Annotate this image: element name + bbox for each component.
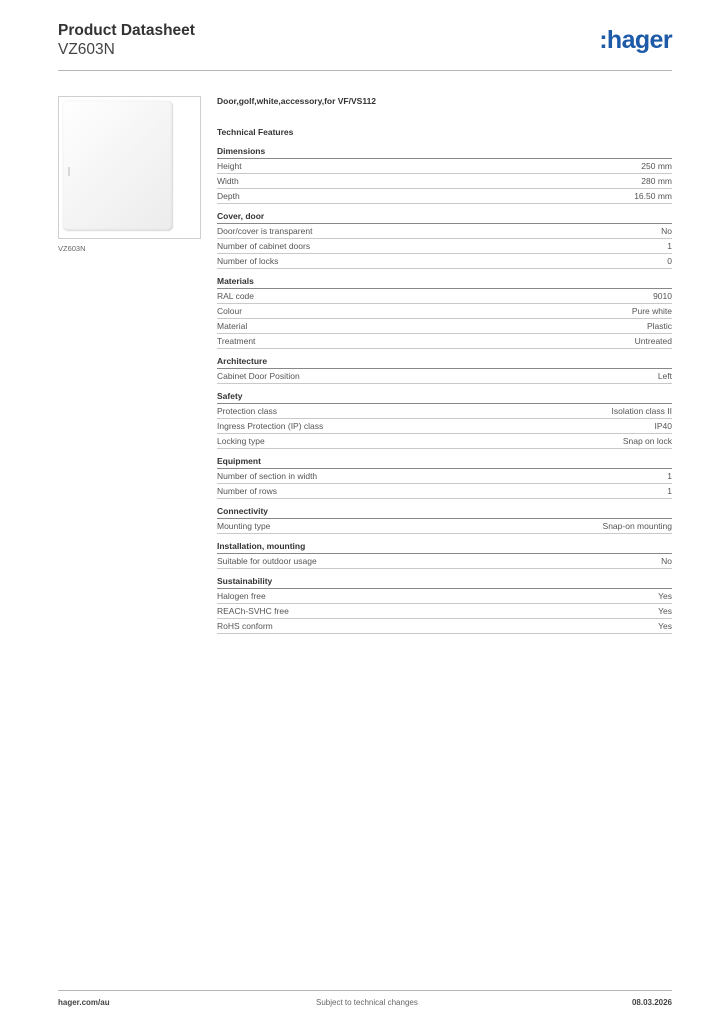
feature-value: Untreated <box>634 336 672 346</box>
feature-label: Door/cover is transparent <box>217 226 313 236</box>
feature-label: Depth <box>217 191 240 201</box>
section-title: Safety <box>217 389 672 404</box>
feature-label: Width <box>217 176 239 186</box>
feature-label: Halogen free <box>217 591 266 601</box>
feature-row <box>217 554 672 569</box>
feature-row <box>217 469 672 484</box>
feature-value: Yes <box>658 621 672 631</box>
feature-value: 1 <box>667 471 672 481</box>
product-code: VZ603N <box>58 41 115 58</box>
feature-row <box>217 289 672 304</box>
feature-section <box>217 389 672 449</box>
product-image-caption: VZ603N <box>58 244 86 253</box>
feature-value: 1 <box>667 486 672 496</box>
section-title: Sustainability <box>217 574 672 589</box>
feature-row <box>217 189 672 204</box>
feature-value: 250 mm <box>641 161 672 171</box>
document-title: Product Datasheet <box>58 22 195 39</box>
feature-row <box>217 589 672 604</box>
feature-row <box>217 224 672 239</box>
feature-sections <box>217 144 672 634</box>
section-title: Cover, door <box>217 209 672 224</box>
feature-value: Snap-on mounting <box>602 521 672 531</box>
feature-label: Mounting type <box>217 521 271 531</box>
feature-value: Yes <box>658 606 672 616</box>
feature-value: 16.50 mm <box>634 191 672 201</box>
feature-row <box>217 159 672 174</box>
feature-label: Colour <box>217 306 243 316</box>
product-description: Door,golf,white,accessory,for VF/VS112 <box>217 96 377 106</box>
feature-section <box>217 274 672 349</box>
hager-logo: :hager <box>599 26 672 54</box>
footer-website: hager.com/au <box>58 998 110 1007</box>
feature-value: 9010 <box>653 291 672 301</box>
feature-row <box>217 419 672 434</box>
feature-row <box>217 434 672 449</box>
feature-value: Isolation class II <box>611 406 672 416</box>
feature-section <box>217 454 672 499</box>
feature-label: Number of section in width <box>217 471 318 481</box>
footer-date: 08.03.2026 <box>631 998 672 1007</box>
feature-row <box>217 519 672 534</box>
feature-label: Locking type <box>217 436 265 446</box>
feature-label: RAL code <box>217 291 255 301</box>
feature-row <box>217 369 672 384</box>
feature-row <box>217 604 672 619</box>
feature-section <box>217 354 672 384</box>
feature-label: Number of rows <box>217 486 277 496</box>
feature-value: Plastic <box>646 321 672 331</box>
feature-section <box>217 209 672 269</box>
feature-value: Yes <box>658 591 672 601</box>
feature-label: Ingress Protection (IP) class <box>217 421 324 431</box>
feature-label: Suitable for outdoor usage <box>217 556 317 566</box>
feature-row <box>217 254 672 269</box>
door-notch <box>68 167 70 176</box>
feature-row <box>217 304 672 319</box>
feature-row <box>217 484 672 499</box>
section-title: Installation, mounting <box>217 539 672 554</box>
feature-value: No <box>661 556 672 566</box>
feature-row <box>217 619 672 634</box>
feature-section <box>217 539 672 569</box>
feature-value: Left <box>657 371 672 381</box>
feature-label: Protection class <box>217 406 277 416</box>
product-door-image <box>63 101 173 231</box>
feature-value: Snap on lock <box>622 436 672 446</box>
feature-label: REACh-SVHC free <box>217 606 289 616</box>
datasheet-content <box>217 92 672 634</box>
section-title: Dimensions <box>217 144 672 159</box>
section-title: Materials <box>217 274 672 289</box>
feature-label: Cabinet Door Position <box>217 371 300 381</box>
feature-value: 0 <box>667 256 672 266</box>
section-title: Equipment <box>217 454 672 469</box>
feature-label: Number of locks <box>217 256 279 266</box>
section-title: Architecture <box>217 354 672 369</box>
feature-section <box>217 144 672 204</box>
feature-row <box>217 334 672 349</box>
feature-value: IP40 <box>654 421 672 431</box>
feature-section <box>217 574 672 634</box>
feature-value: Pure white <box>631 306 672 316</box>
feature-label: Material <box>217 321 248 331</box>
feature-section <box>217 504 672 534</box>
feature-row <box>217 319 672 334</box>
footer-notice: Subject to technical changes <box>316 998 418 1007</box>
page-footer <box>58 990 672 1011</box>
feature-label: Number of cabinet doors <box>217 241 311 251</box>
feature-row <box>217 239 672 254</box>
feature-value: 280 mm <box>641 176 672 186</box>
feature-label: Height <box>217 161 242 171</box>
section-title: Connectivity <box>217 504 672 519</box>
feature-row <box>217 404 672 419</box>
technical-features-heading: Technical Features <box>217 127 294 137</box>
page-header <box>58 22 672 71</box>
feature-label: Treatment <box>217 336 256 346</box>
feature-value: No <box>661 226 672 236</box>
product-image-frame <box>58 96 201 239</box>
feature-value: 1 <box>667 241 672 251</box>
feature-label: RoHS conform <box>217 621 273 631</box>
feature-row <box>217 174 672 189</box>
